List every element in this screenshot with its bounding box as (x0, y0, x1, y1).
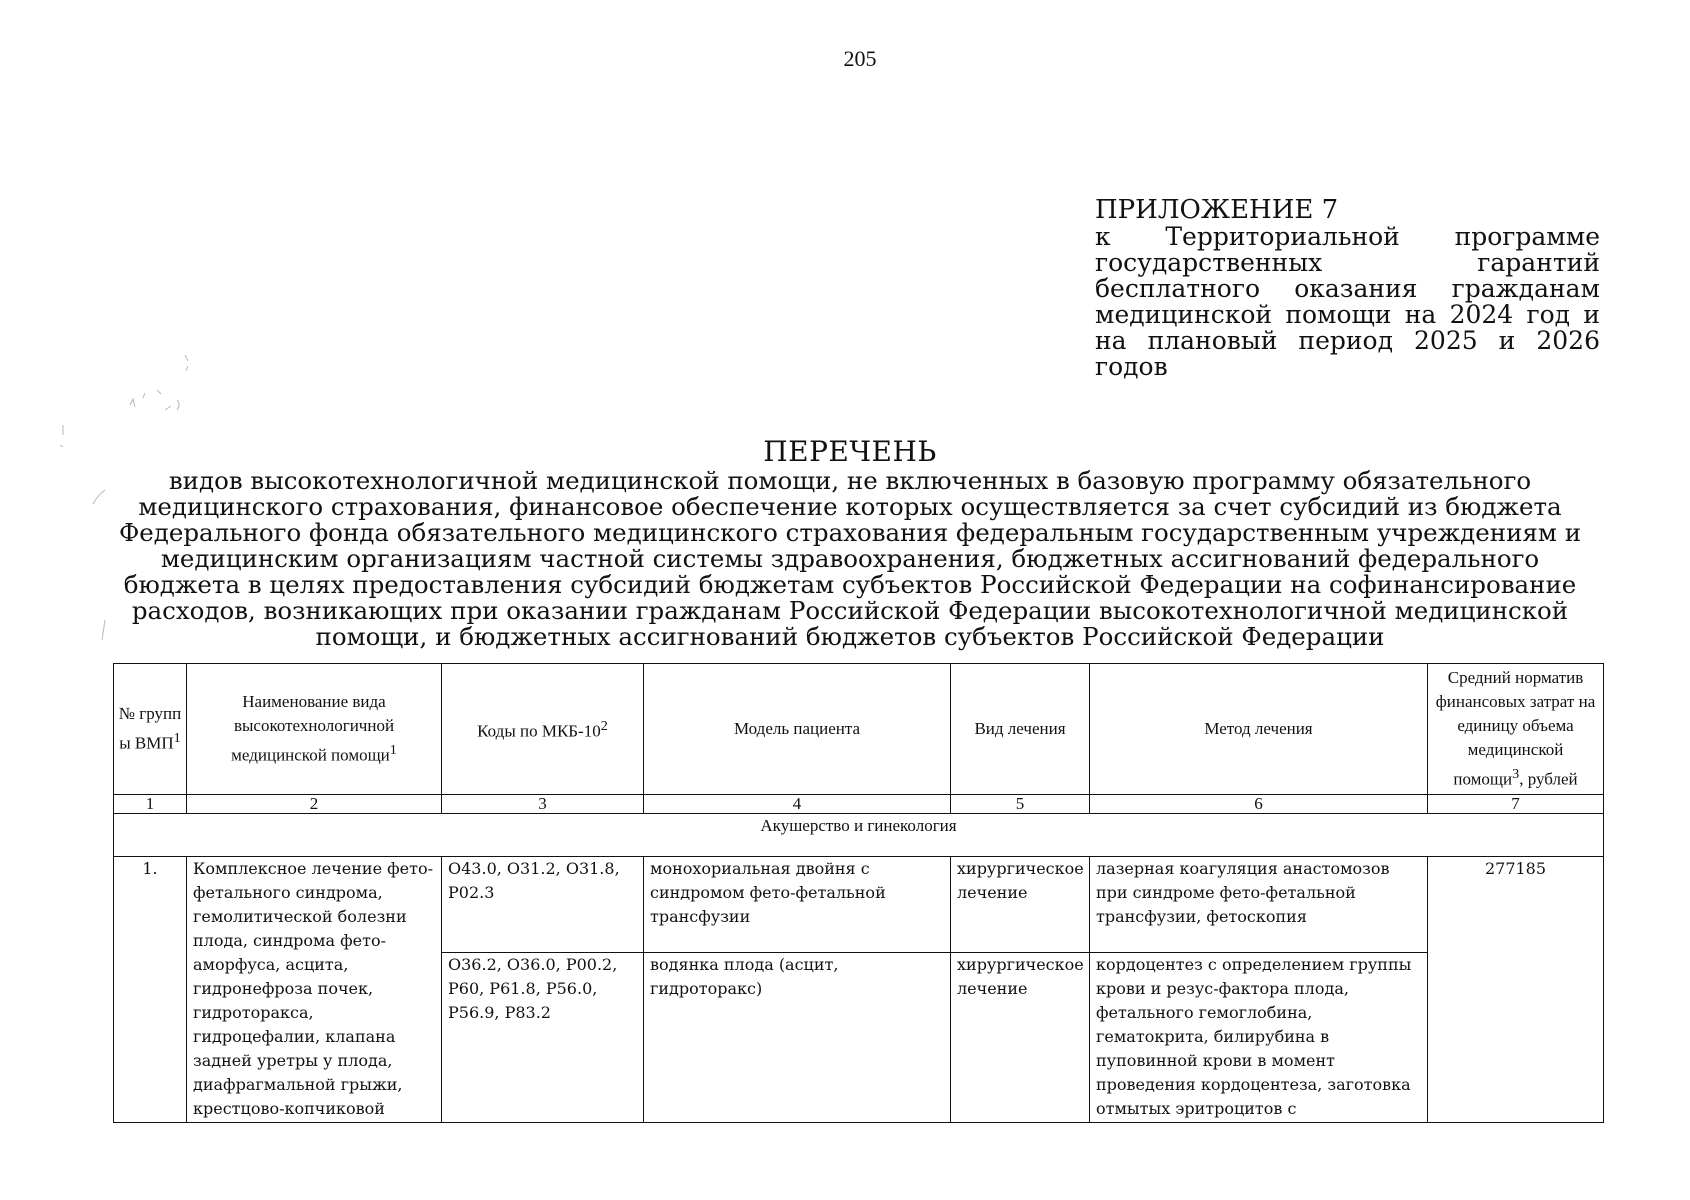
treatment-method: лазерная коагуляция анастомозов при синдроме фето-фетальной трансфузии, фетоскопия (1090, 856, 1428, 952)
column-number-row (114, 794, 1604, 813)
treatment-type: хирургическое лечение (951, 856, 1090, 952)
header-treatment-type: Вид лечения (951, 664, 1090, 795)
header-patient-model: Модель пациента (644, 664, 951, 795)
average-cost: 277185 (1428, 856, 1604, 1122)
header-group-number: № групп ы ВМП$^1$ (114, 664, 187, 795)
treatment-type: хирургическое лечение (951, 952, 1090, 1122)
group-number: 1. (114, 856, 187, 1122)
column-number: 1 (114, 794, 187, 813)
document-subtitle: видов высокотехнологичной медицинской помощи, не включенных в базовую программу обязательного медицинского страхования, финансовое обеспечение которых осуществляется за счет субсидий из бюджета Федерального фонда обязательного медицинского страхования федеральным государственным учреждениям и медицинским организациям частной системы здравоохранения, бюджетных ассигнований федерального бюджета в целях предоставления субсидий бюджетам субъектов Российской Федерации на софинансирование расходов, возникающих при оказании гражданам Российской Федерации высокотехнологичной медицинской помощи, и бюджетных ассигнований бюджетов субъектов Российской Федерации (118, 466, 1582, 651)
section-row (114, 813, 1604, 856)
document-heading (115, 435, 1585, 651)
patient-model: водянка плода (асцит, гидроторакс) (644, 952, 951, 1122)
vmp-table (113, 663, 1604, 1123)
vmp-name: Комплексное лечение фето-фетального синдрома, гемолитической болезни плода, синдрома фето-аморфуса, асцита, гидронефроза почек, гидроторакса, гидроцефалии, клапана задней уретры у плода, диафрагмальной грыжи, крестцово-копчиковой (187, 856, 442, 1122)
header-treatment-method: Метод лечения (1090, 664, 1428, 795)
column-number: 7 (1428, 794, 1604, 813)
column-number: 3 (442, 794, 644, 813)
icd-codes: O43.0, O31.2, O31.8, P02.3 (442, 856, 644, 952)
column-number: 4 (644, 794, 951, 813)
header-average-cost: Средний норматив финансовых затрат на единицу объема медицинской помощи$^3$, рублей (1428, 664, 1604, 795)
column-number: 6 (1090, 794, 1428, 813)
patient-model: монохориальная двойня с синдромом фето-фетальной трансфузии (644, 856, 951, 952)
table-row (114, 856, 1604, 952)
table-header-row (114, 664, 1604, 795)
page-number: 205 (843, 46, 877, 71)
header-vmp-name: Наименование вида высокотехнологичной медицинской помощи$^1$ (187, 664, 442, 795)
appendix-block (1095, 196, 1600, 380)
column-number: 2 (187, 794, 442, 813)
section-title: Акушерство и гинекология (114, 813, 1604, 856)
appendix-title: ПРИЛОЖЕНИЕ 7 (1095, 195, 1339, 225)
appendix-text: к Территориальной программе государственных гарантий бесплатного оказания гражданам медицинской помощи на 2024 год и на плановый период 2025 и 2026 годов (1095, 222, 1600, 381)
treatment-method: кордоцентез с определением группы крови и резус-фактора плода, фетального гемоглобина, гематокрита, билирубина в пуповинной крови в момент проведения кордоцентеза, заготовка отмытых эритроцитов с (1090, 952, 1428, 1122)
column-number: 5 (951, 794, 1090, 813)
document-title: ПЕРЕЧЕНЬ (763, 435, 937, 468)
header-icd-codes: Коды по МКБ-$10^2$ (442, 664, 644, 795)
icd-codes: O36.2, O36.0, P00.2, P60, P61.8, P56.0, P56.9, P83.2 (442, 952, 644, 1122)
